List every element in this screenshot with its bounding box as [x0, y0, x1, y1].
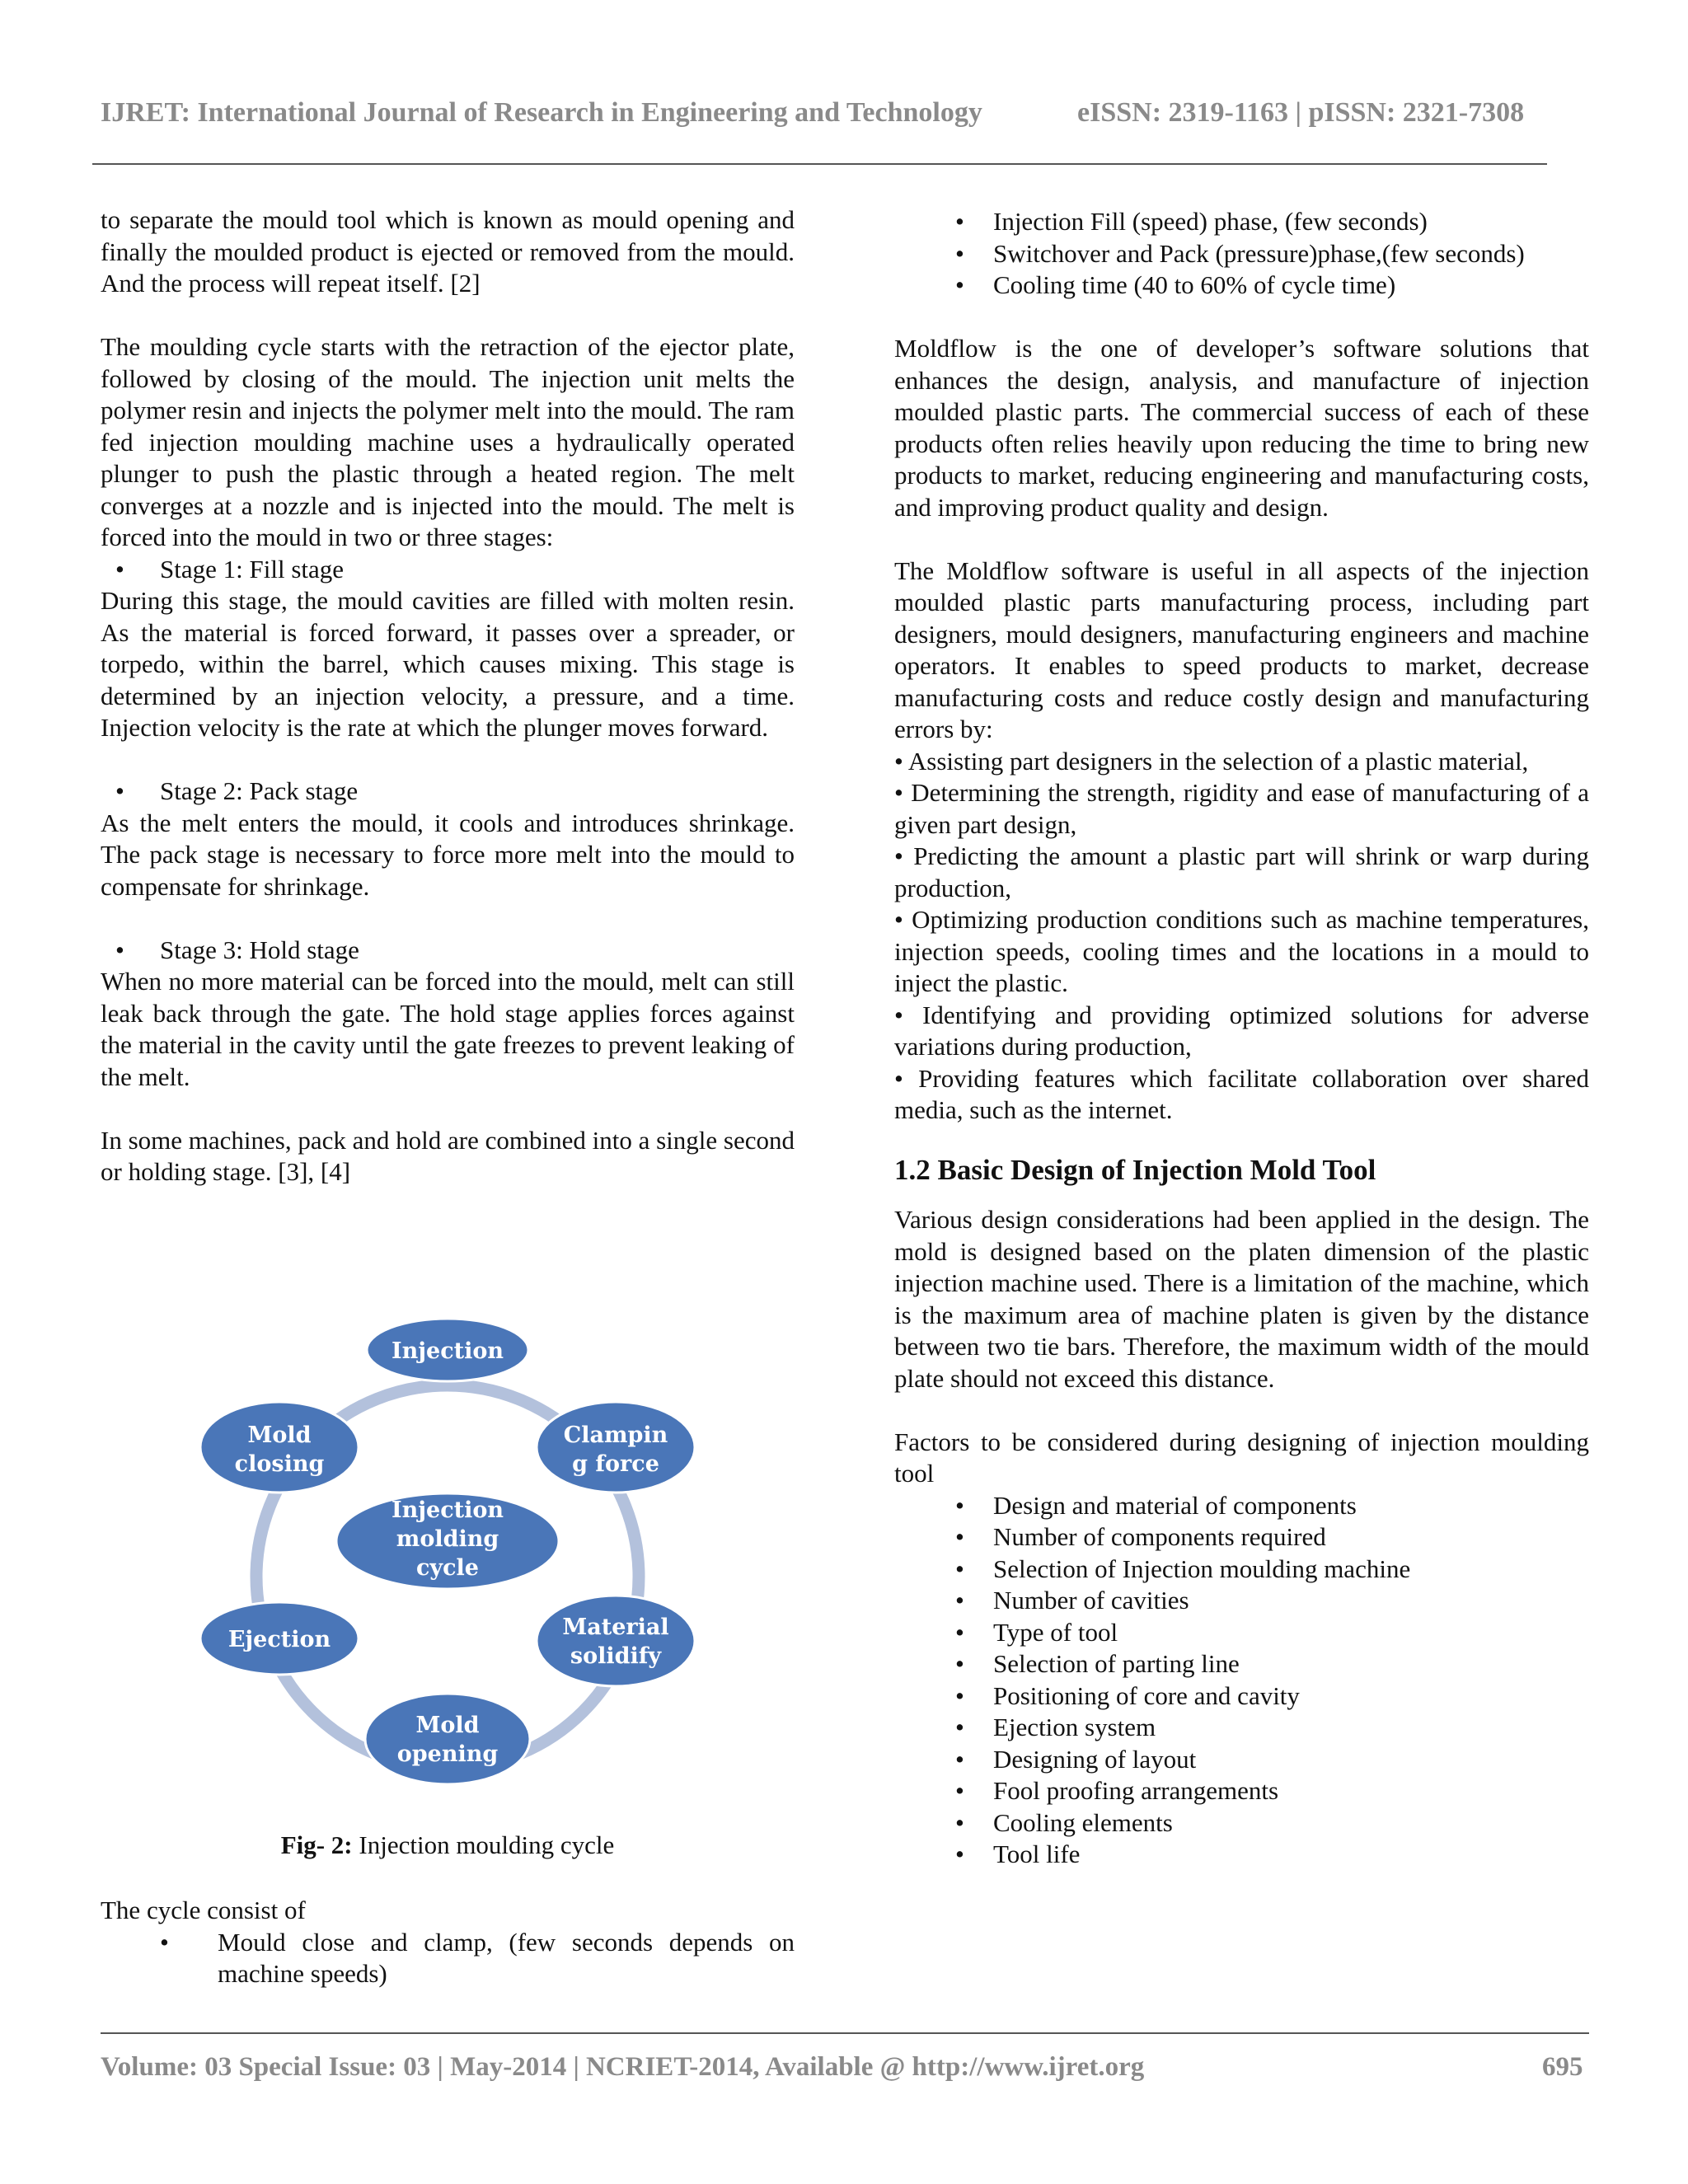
bullet-item: • Type of tool — [894, 1617, 1589, 1649]
left-column — [101, 204, 795, 1188]
bullet-item: • Design and material of components — [894, 1490, 1589, 1522]
bullet-item: • Cooling elements — [894, 1807, 1589, 1840]
svg-text:g force: g force — [572, 1451, 659, 1477]
paragraph: Various design considerations had been applied in the design. The mold is designed based on the platen dimension of the plastic injection machine used. There is a limitation of the machine, which is the maximum area of machine platen is given by the distance between two tie bars. Therefore, the maximum width of the mould plate should not exceed this distance. — [894, 1205, 1589, 1393]
bullet-item: • Selection of parting line — [894, 1648, 1589, 1680]
bullet-item: • Tool life — [894, 1839, 1589, 1871]
paragraph: The Moldflow software is useful in all aspects of the injection moulded plastic parts manufacturing process, including part designers, mould designers, manufacturing engineers and machine operators. It enables to speed products to market, decrease manufacturing costs and reduce costly design and manufacturing errors by: — [894, 555, 1589, 743]
bullet-item: • Cooling time (40 to 60% of cycle time) — [894, 269, 1589, 302]
node-center-cycle — [336, 1493, 559, 1589]
list-item: • Determining the strength, rigidity and ease of manufacturing of a given part design, — [894, 778, 1589, 839]
figure-caption — [101, 1830, 795, 1860]
svg-text:closing: closing — [234, 1451, 325, 1477]
page-footer — [101, 2052, 1584, 2083]
svg-text:opening: opening — [396, 1741, 499, 1767]
bullet-item: • Selection of Injection moulding machine — [894, 1554, 1589, 1586]
svg-text:Material: Material — [562, 1615, 669, 1640]
node-clamping-force — [537, 1402, 695, 1493]
node-material-solidify — [537, 1596, 695, 1686]
svg-text:molding: molding — [396, 1526, 499, 1552]
bullet-item: • Injection Fill (speed) phase, (few seconds) — [894, 206, 1589, 238]
paragraph: to separate the mould tool which is known as mould opening and finally the moulded product is ejected or removed from the mould. And the process will repeat itself. [2] — [101, 205, 795, 298]
bullet-item: • Designing of layout — [894, 1744, 1589, 1776]
svg-text:Clampin: Clampin — [563, 1422, 668, 1448]
paragraph: Factors to be considered during designing of injection moulding tool — [894, 1427, 1589, 1488]
list-item: • Providing features which facilitate collaboration over shared media, such as the internet. — [894, 1063, 1589, 1124]
section-heading: 1.2 Basic Design of Injection Mold Tool — [894, 1153, 1376, 1186]
list-item: • Assisting part designers in the selection of a plastic material, — [894, 746, 1529, 776]
journal-title: IJRET: International Journal of Research in Engineering and Technology — [101, 97, 982, 128]
node-ejection — [200, 1602, 359, 1675]
list-item: • Predicting the amount a plastic part will shrink or warp during production, — [894, 841, 1589, 902]
right-column — [894, 206, 1589, 1871]
bullet-item: • Fool proofing arrangements — [894, 1775, 1589, 1807]
node-mold-opening — [365, 1694, 530, 1784]
list-item: • Optimizing production conditions such as machine temperatures, injection speeds, cooling times and the locations in a mould to inject the plastic. — [894, 905, 1589, 997]
injection-cycle-diagram — [196, 1301, 707, 1811]
svg-text:Ejection: Ejection — [227, 1627, 331, 1652]
node-injection — [367, 1319, 528, 1381]
paragraph: In some machines, pack and hold are combined into a single second or holding stage. [3], [4] — [101, 1125, 795, 1186]
bullet-item: • Positioning of core and cavity — [894, 1680, 1589, 1713]
page-number: 695 — [1542, 2052, 1583, 2082]
issn-info: eISSN: 2319-1163 | pISSN: 2321-7308 — [1077, 97, 1525, 128]
paragraph: Moldflow is the one of developer’s software solutions that enhances the design, analysis, and manufacture of injection moulded plastic parts. The commercial success of each of these products often relies heavily upon reducing the time to bring new products to market, reducing engineering and manufacturing costs, and improving product quality and design. — [894, 334, 1589, 522]
bullet-item: • Stage 2: Pack stage — [101, 776, 795, 808]
svg-text:solidify: solidify — [570, 1643, 662, 1669]
bullet-item: • Stage 3: Hold stage — [101, 935, 795, 967]
paragraph: As the melt enters the mould, it cools and introduces shrinkage. The pack stage is necessary to force more melt into the mould to compensate for shrinkage. — [101, 808, 795, 901]
footer-rule — [101, 2032, 1589, 2034]
svg-text:Mold: Mold — [247, 1422, 312, 1448]
caption-label: Fig- 2: — [280, 1830, 353, 1859]
left-column-bottom — [101, 1895, 795, 1990]
bullet-item: • Number of components required — [894, 1521, 1589, 1554]
header-rule — [92, 163, 1547, 165]
caption-text: Injection moulding cycle — [352, 1830, 615, 1859]
svg-text:cycle: cycle — [415, 1555, 480, 1581]
paragraph: The moulding cycle starts with the retraction of the ejector plate, followed by closing of the mould. The injection unit melts the polymer resin and injects the polymer melt into the mould. The ram fed injection moulding machine uses a hydraulically operated plunger to push the plastic through a heated region. The melt converges at a nozzle and is injected into the mould. The melt is forced into the mould in two or three stages: — [101, 332, 795, 551]
bullet-item: • Ejection system — [894, 1712, 1589, 1744]
list-item: • Identifying and providing optimized solutions for adverse variations during production, — [894, 1000, 1589, 1061]
paragraph: The cycle consist of — [101, 1896, 306, 1924]
paragraph: During this stage, the mould cavities are filled with molten resin. As the material is forced forward, it passes over a spreader, or torpedo, within the barrel, which causes mixing. This stage is determined by an injection velocity, a pressure, and a time. Injection velocity is the rate at which the plunger moves forward. — [101, 586, 795, 742]
bullet-item: • Number of cavities — [894, 1585, 1589, 1617]
svg-text:Injection: Injection — [391, 1497, 504, 1523]
svg-text:Mold: Mold — [415, 1713, 480, 1738]
svg-text:Injection: Injection — [391, 1338, 504, 1364]
footer-text: Volume: 03 Special Issue: 03 | May-2014 | NCRIET-2014, Available @ http://www.ijret.org — [101, 2052, 1145, 2082]
node-mold-closing — [200, 1402, 359, 1493]
bullet-item: • Mould close and clamp, (few seconds depends on machine speeds) — [101, 1927, 795, 1990]
paragraph: When no more material can be forced into the mould, melt can still leak back through the gate. The hold stage applies forces against the material in the cavity until the gate freezes to prevent leaking of the melt. — [101, 967, 795, 1091]
bullet-item: • Switchover and Pack (pressure)phase,(few seconds) — [894, 238, 1589, 270]
bullet-item: • Stage 1: Fill stage — [101, 554, 795, 586]
